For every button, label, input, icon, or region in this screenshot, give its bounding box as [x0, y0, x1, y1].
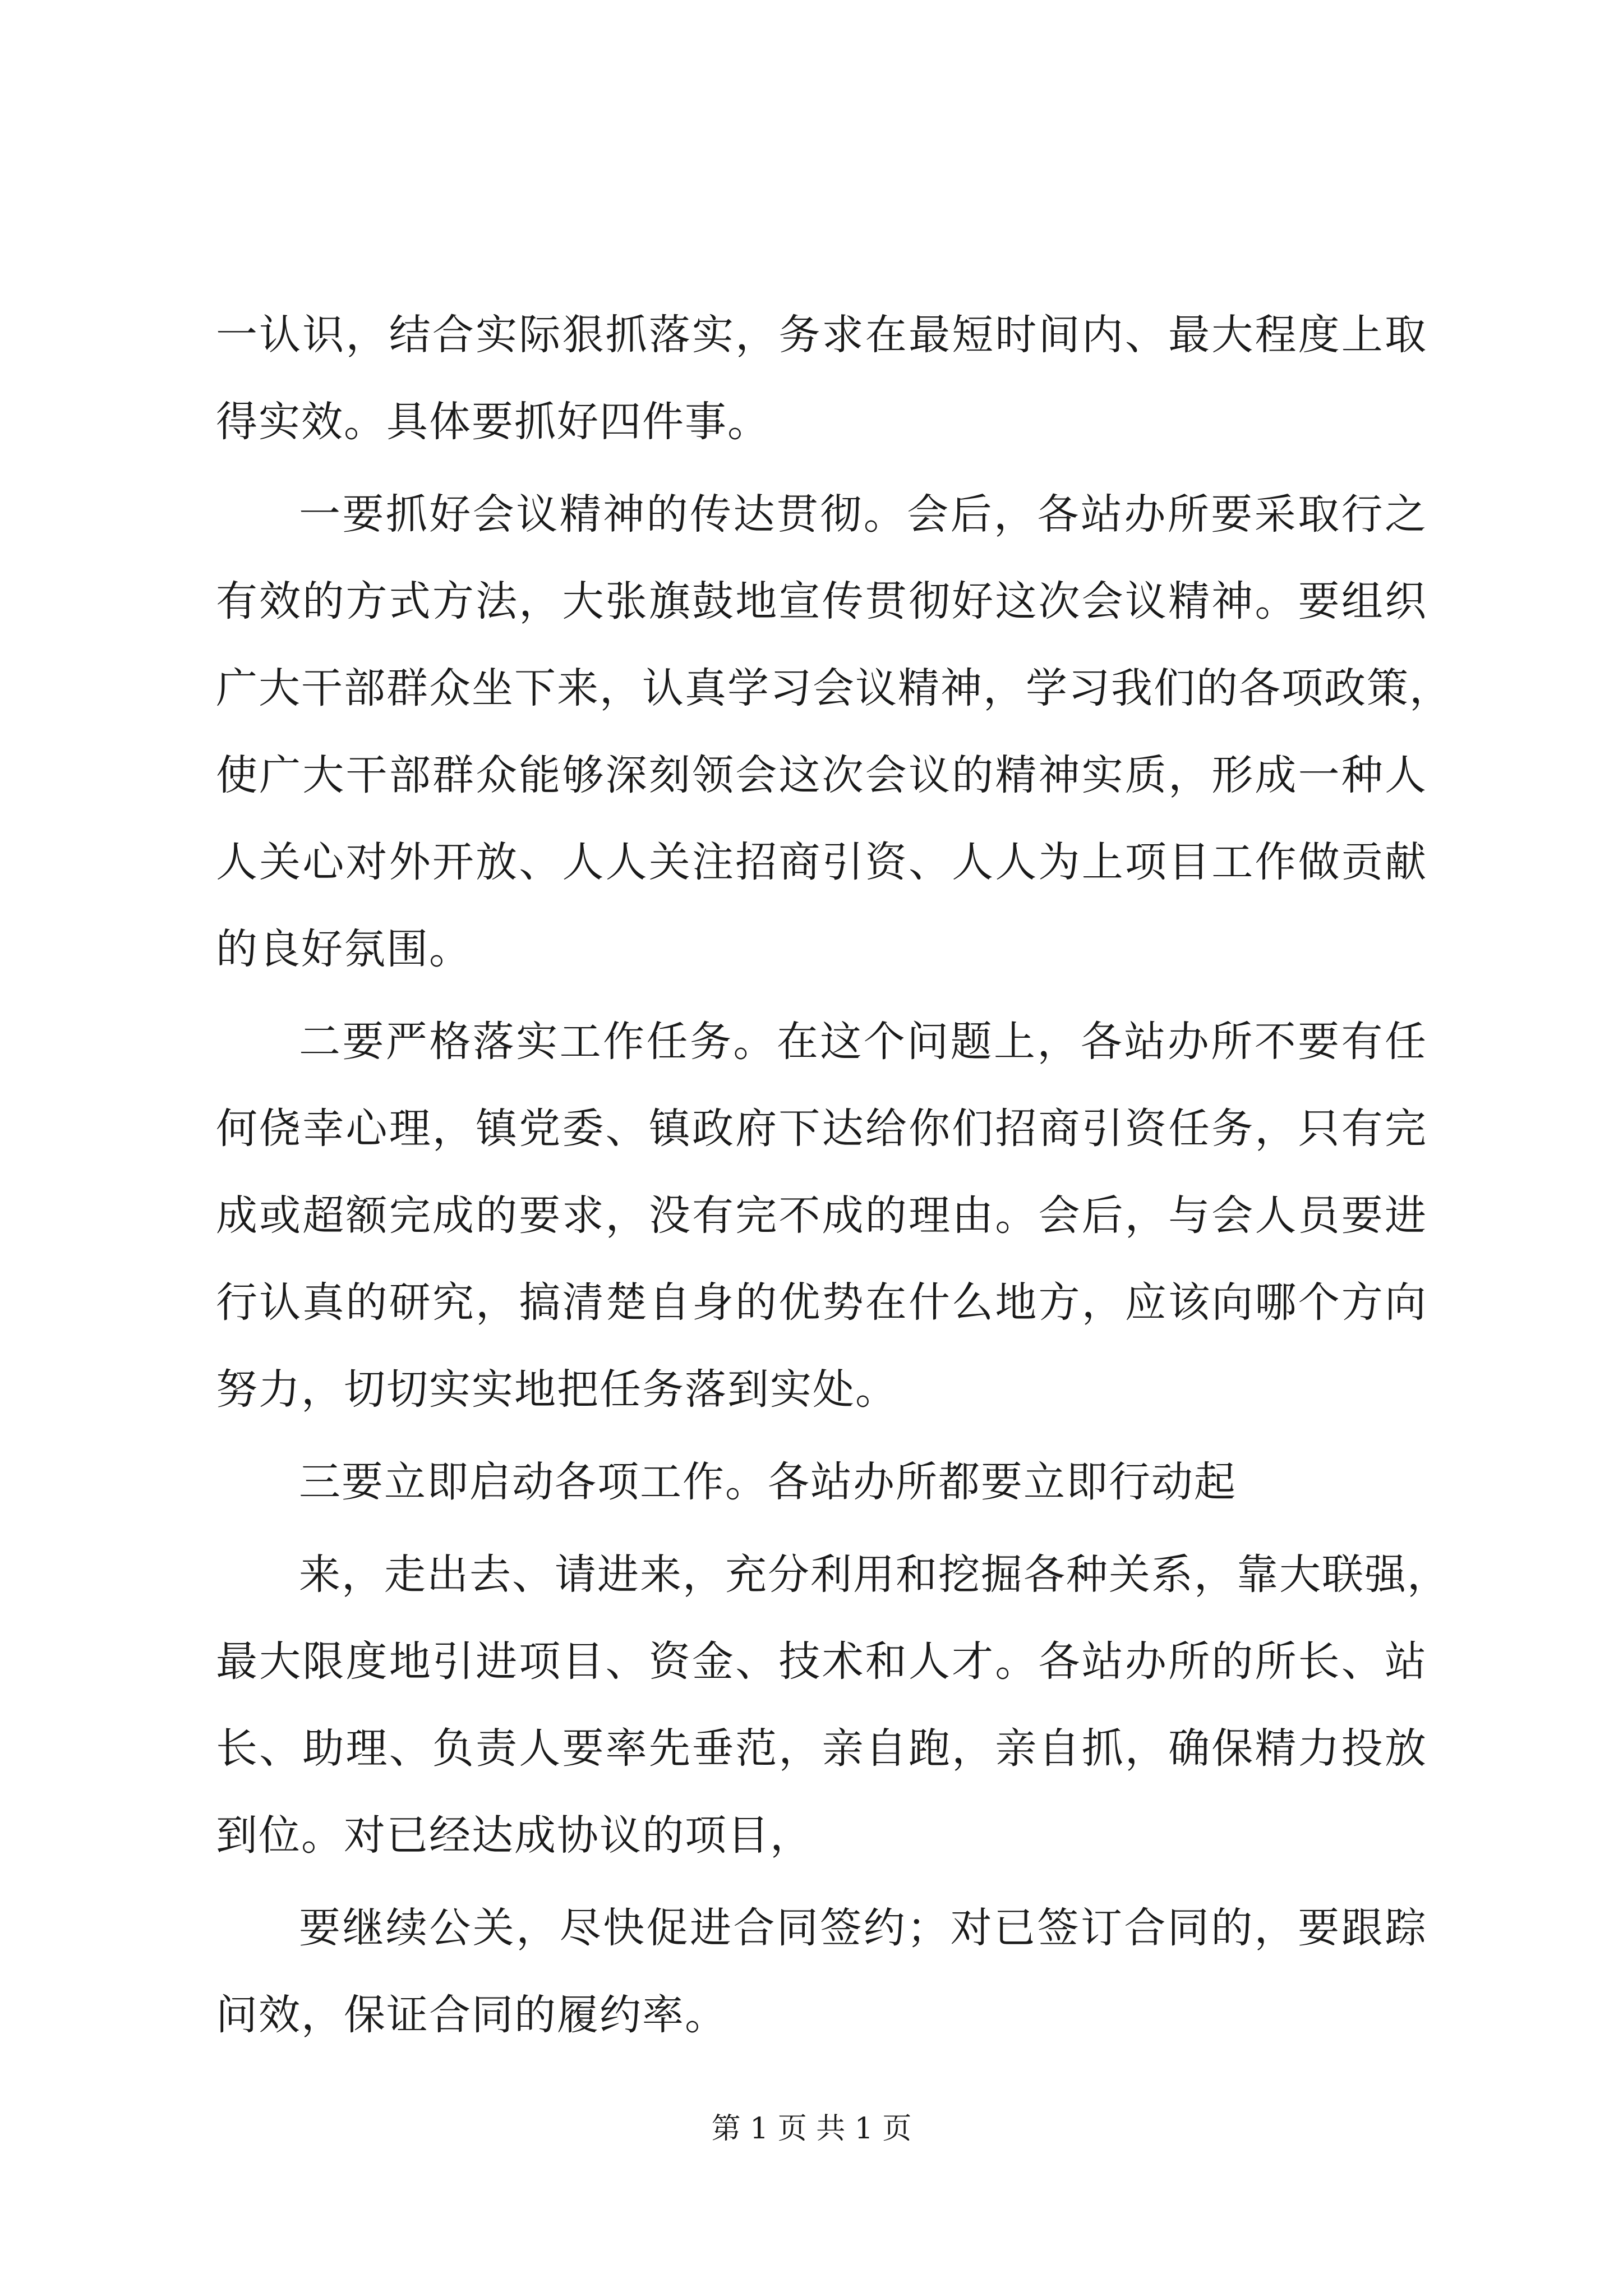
page-number-label: 第 1 页 共 1 页: [711, 2112, 912, 2146]
text-line: 一认识，结合实际狠抓落实，务求在最短时间内、最大程度上取: [216, 311, 1427, 359]
paragraph-start-line: 三要立即启动各项工作。各站办所都要立即行动起: [299, 1458, 1237, 1506]
paragraph-start-line: 二要严格落实工作任务。在这个问题上，各站办所不要有任: [299, 1018, 1427, 1066]
paragraph-start-line: 一要抓好会议精神的传达贯彻。会后，各站办所要采取行之: [299, 490, 1427, 539]
text-line: 人关心对外开放、人人关注招商引资、人人为上项目工作做贡献: [216, 838, 1427, 886]
text-line: 得实效。具体要抓好四件事。: [216, 398, 770, 446]
paragraph-start-line: 来，走出去、请进来，充分利用和挖掘各种关系，靠大联强，: [299, 1550, 1450, 1599]
page-footer: [0, 2109, 1623, 2148]
text-line: 长、助理、负责人要率先垂范，亲自跑，亲自抓，确保精力投放: [216, 1724, 1427, 1773]
document-body: [216, 292, 1452, 2059]
text-line: 问效，保证合同的履约率。: [216, 1991, 727, 2039]
text-line: 最大限度地引进项目、资金、技术和人才。各站办所的所长、站: [216, 1637, 1427, 1686]
paragraph-start-line: 要继续公关，尽快促进合同签约；对已签订合同的，要跟踪: [299, 1904, 1427, 1952]
text-line: 努力，切切实实地把任务落到实处。: [216, 1365, 898, 1414]
text-line: 有效的方式方法，大张旗鼓地宣传贯彻好这次会议精神。要组织: [216, 577, 1427, 625]
text-line: 何侥幸心理，镇党委、镇政府下达给你们招商引资任务，只有完: [216, 1105, 1427, 1153]
text-line: 的良好氛围。: [216, 925, 472, 973]
text-line: 到位。对已经达成协议的项目，: [216, 1811, 813, 1860]
text-line: 广大干部群众坐下来，认真学习会议精神，学习我们的各项政策，: [216, 664, 1452, 712]
text-line: 成或超额完成的要求，没有完不成的理由。会后，与会人员要进: [216, 1191, 1427, 1240]
text-line: 行认真的研究，搞清楚自身的优势在什么地方，应该向哪个方向: [216, 1278, 1427, 1327]
text-line: 使广大干部群众能够深刻领会这次会议的精神实质，形成一种人: [216, 751, 1427, 799]
